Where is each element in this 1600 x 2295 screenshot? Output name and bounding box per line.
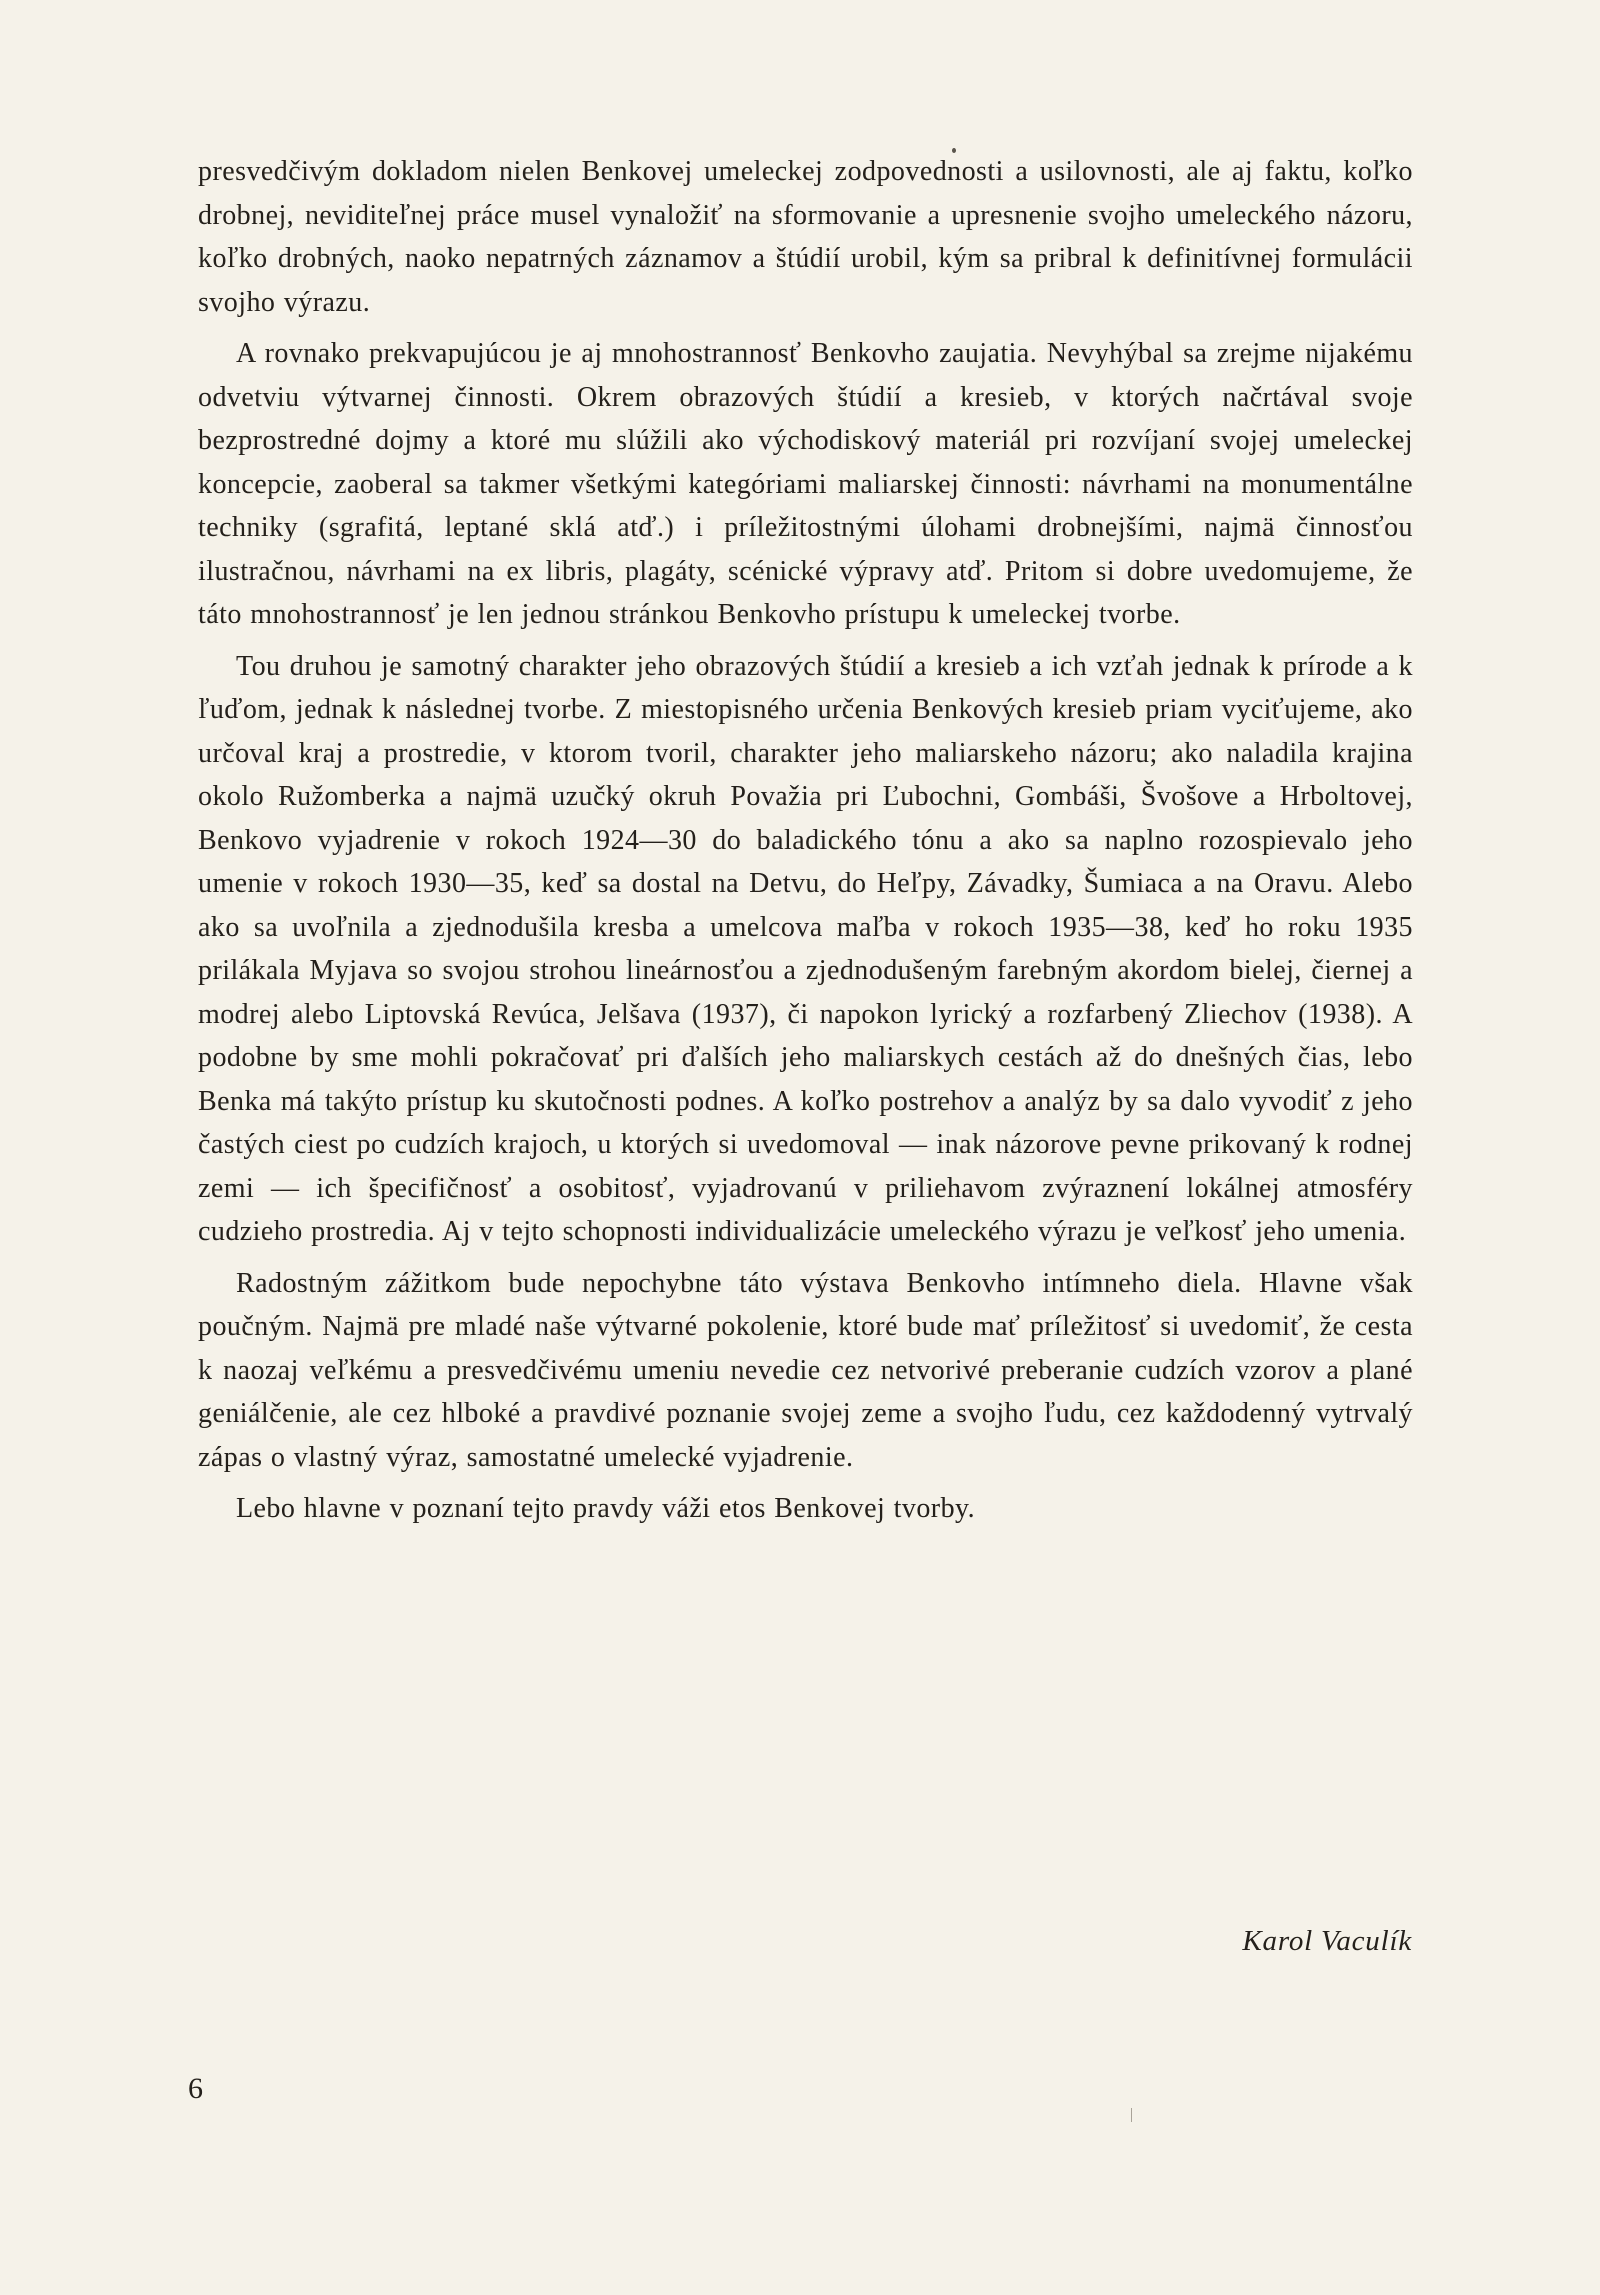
paragraph-4: Radostným zážitkom bude nepochybne táto výstava Benkovho intímneho diela. Hlavne však poučným. Najmä pre mladé naše výtvarné pokolenie, ktoré bude mať príležitosť si uvedomiť, že cesta k naozaj veľkému a presvedčivému umeniu nevedie cez netvorivé preberanie cudzích vzorov a plané geniálčenie, ale cez hlboké a pravdivé poznanie svojej zeme a svojho ľudu, cez každodenný vytrvalý zápas o vlastný výraz, samostatné umelecké vyjadrenie. — [198, 1267, 1413, 1473]
paragraph-3: Tou druhou je samotný charakter jeho obrazových štúdií a kresieb a ich vzťah jednak k prírode a k ľuďom, jednak k následnej tvorbe. Z miestopisného určenia Benkových kresieb priam vyciťujeme, ako určoval kraj a prostredie, v ktorom tvoril, charakter jeho maliarskeho názoru; ako naladila krajina okolo Ružomberka a najmä uzučký okruh Považia pri Ľubochni, Gombáši, Švošove a Hrboltovej, Benkovo vyjadrenie v rokoch 1924—30 do baladického tónu a ako sa naplno rozospievalo jeho umenie v rokoch 1930—35, keď sa dostal na Detvu, do Heľpy, Závadky, Šumiaca a na Oravu. Alebo ako sa uvoľnila a zjednodušila kresba a umelcova maľba v rokoch 1935—38, keď ho roku 1935 prilákala Myjava so svojou strohou lineárnosťou a zjednodušeným farebným akordom bielej, čiernej a modrej alebo Liptovská Revúca, Jelšava (1937), či napokon lyrický a rozfarbený Zliechov (1938). A podobne by sme mohli pokračovať pri ďalších jeho maliarskych cestách až do dnešných čias, lebo Benka má takýto prístup ku skutočnosti podnes. A koľko postrehov a analýz by sa dalo vyvodiť z jeho častých ciest po cudzích krajoch, u ktorých si uvedomoval — inak názorove pevne prikovaný k rodnej zemi — ich špecifičnosť a osobitosť, vyjadrovanú v priliehavom zvýraznení lokálnej atmosféry cudzieho prostredia. Aj v tejto schopnosti individualizácie umeleckého výrazu je veľkosť jeho umenia. — [198, 650, 1413, 1247]
paragraph-5: Lebo hlavne v poznaní tejto pravdy váži etos Benkovej tvorby. — [236, 1493, 976, 1524]
paragraph-1: presvedčivým dokladom nielen Benkovej umeleckej zodpovednosti a usilovnosti, ale aj faktu, koľko drobnej, neviditeľnej práce musel vynaložiť na sformovanie a upresnenie svojho umeleckého názoru, koľko drobných, naoko nepatrných záznamov a štúdií urobil, kým sa pribral k definitívnej formulácii svojho výrazu. — [198, 156, 1413, 318]
paragraph-2: A rovnako prekvapujúcou je aj mnohostrannosť Benkovho zaujatia. Nevyhýbal sa zrejme nijakému odvetviu výtvarnej činnosti. Okrem obrazových štúdií a kresieb, v ktorých načrtával svoje bezprostredné dojmy a ktoré mu slúžili ako východiskový materiál pri rozvíjaní svojej umeleckej koncepcie, zaoberal sa takmer všetkými kategóriami maliarskej činnosti: návrhami na monumentálne techniky (sgrafitá, leptané sklá atď.) i príležitostnými úlohami drobnejšími, najmä činnosťou ilustračnou, návrhami na ex libris, plagáty, scénické výpravy atď. Pritom si dobre uvedomujeme, že táto mnohostrannosť je len jednou stránkou Benkovho prístupu k umeleckej tvorbe. — [198, 338, 1413, 630]
page-number: 6 — [188, 2072, 203, 2105]
body-text — [198, 150, 1413, 1539]
paper-mark — [1131, 2108, 1132, 2122]
author-signature: Karol Vaculík — [1242, 1925, 1412, 1957]
